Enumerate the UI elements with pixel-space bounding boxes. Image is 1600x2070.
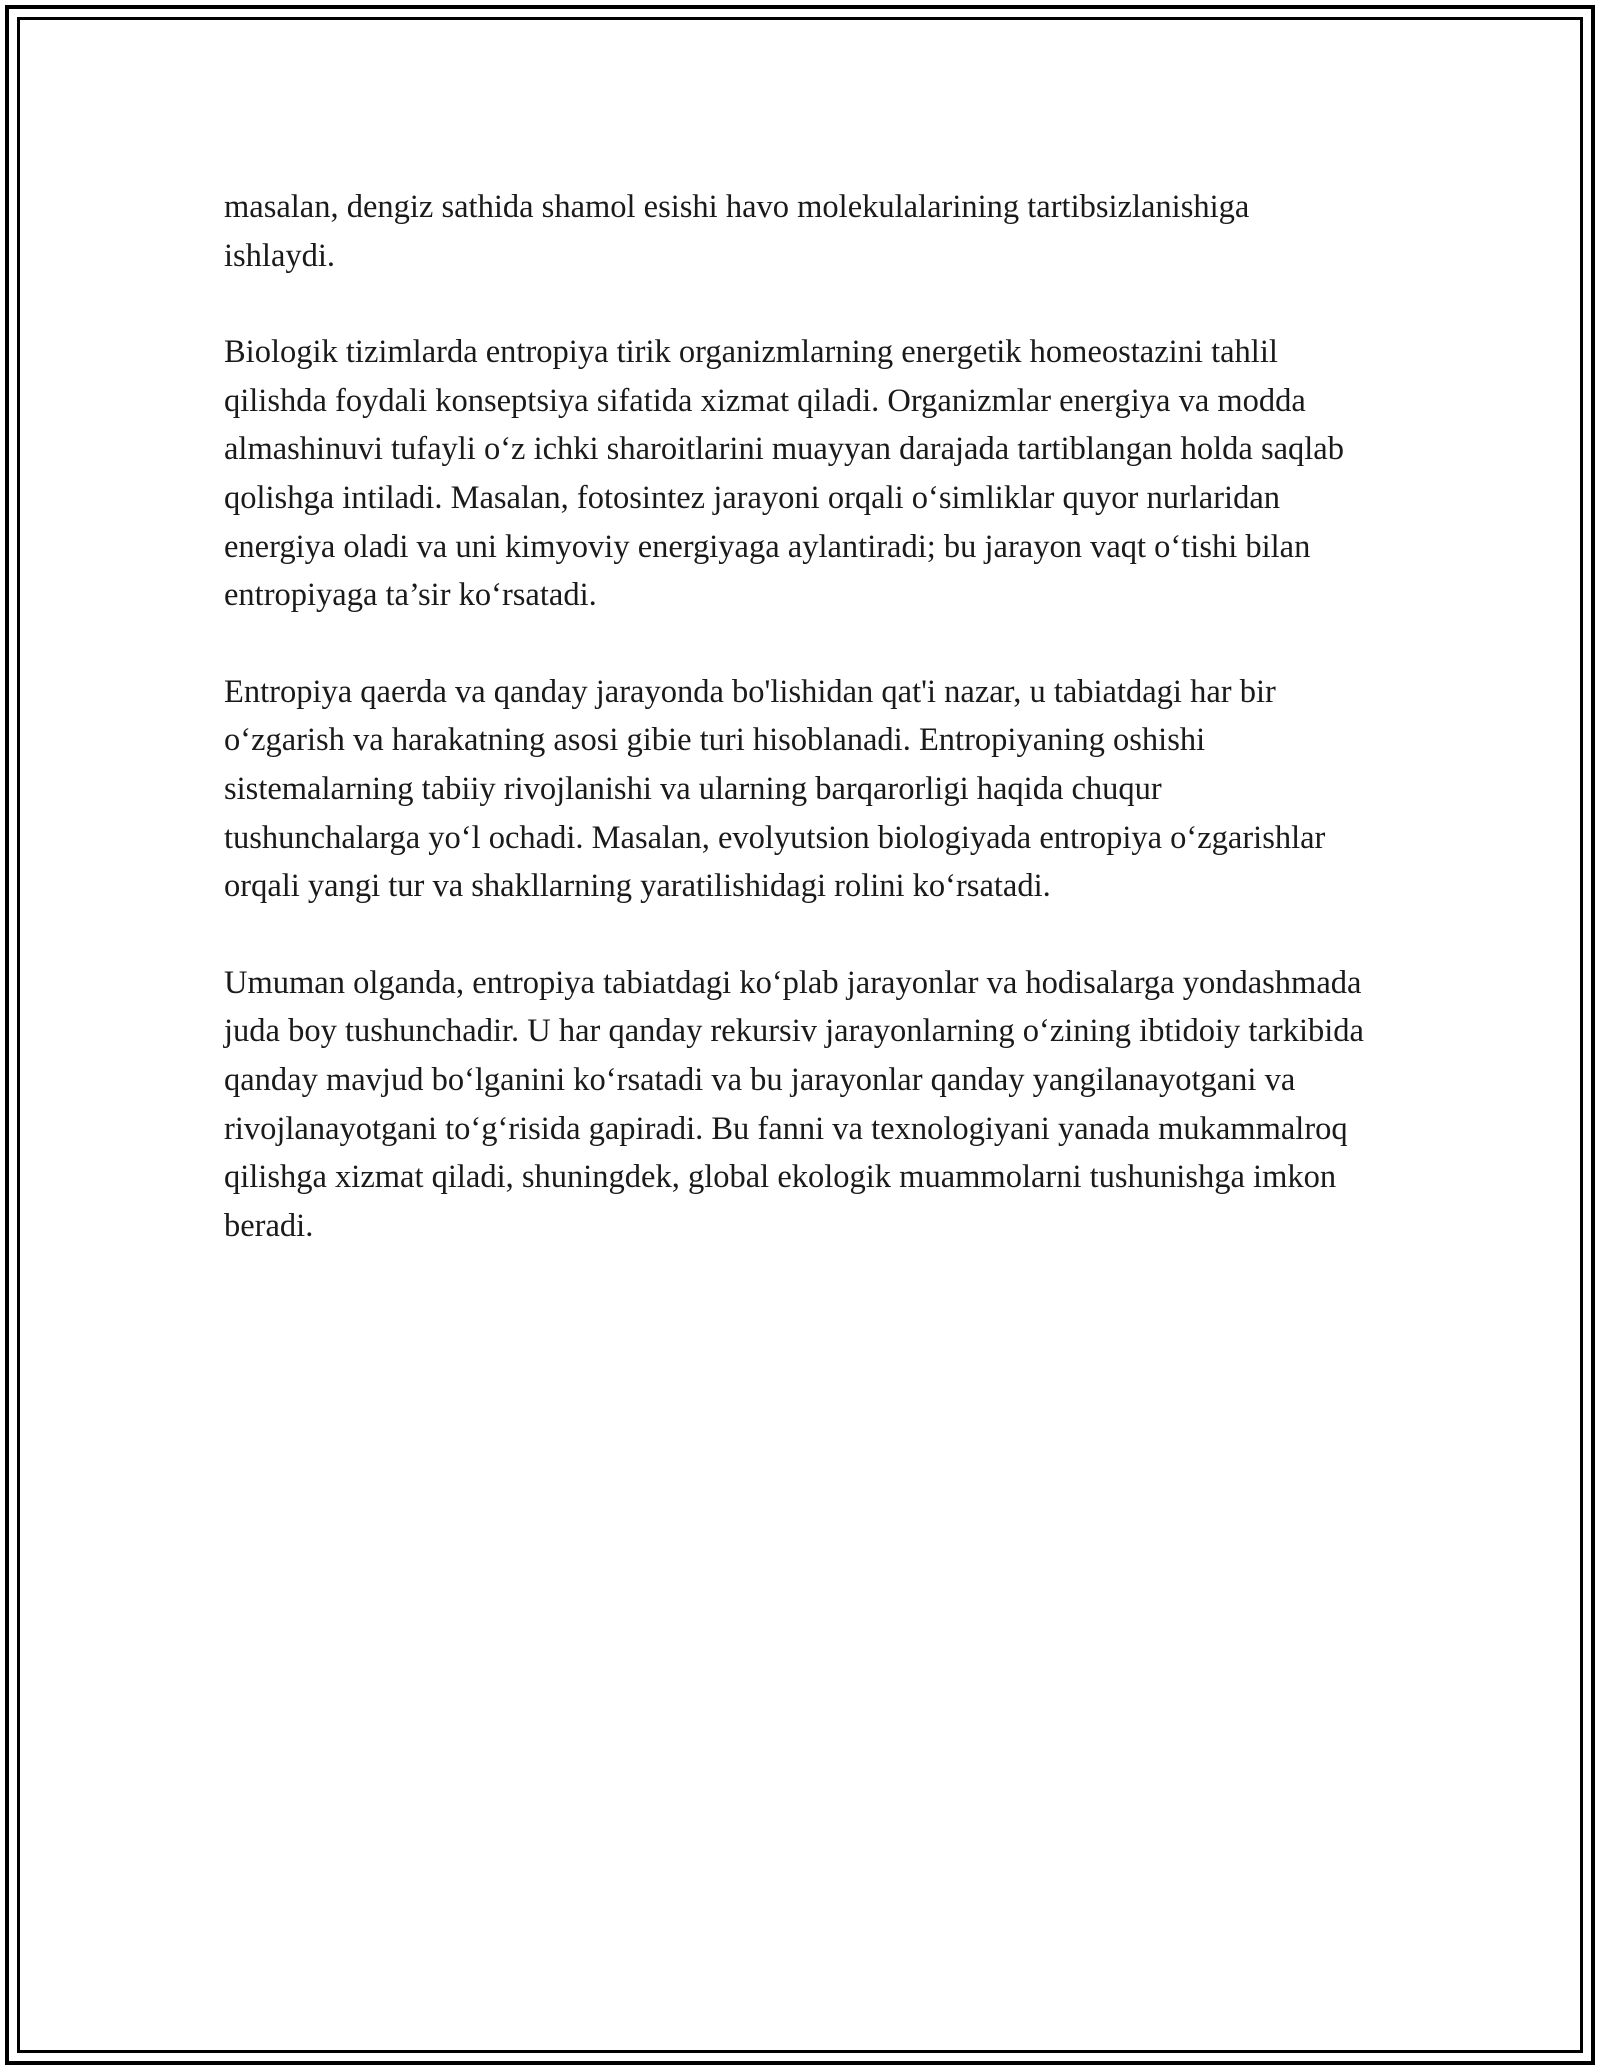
- paragraph-3: Entropiya qaerda va qanday jarayonda bo'lishidan qat'i nazar, u tabiatdagi har bir o‘zgarish va harakatning asosi gibie turi hisoblanadi. Entropiyaning oshishi sistemalarning tabiiy rivojlanishi va ularning barqarorligi haqida chuqur tushunchalarga yo‘l ochadi. Masalan, evolyutsion biologiyada entropiya o‘zgarishlar orqali yangi tur va shakllarning yaratilishidagi rolini ko‘rsatadi.: [224, 673, 1326, 905]
- document-body: [224, 183, 1364, 1298]
- paragraph-2: Biologik tizimlarda entropiya tirik organizmlarning energetik homeostazini tahlil qilishda foydali konseptsiya sifatida xizmat qiladi. Organizmlar energiya va modda almashinuvi tufayli o‘z ichki sharoitlarini muayyan darajada tartiblangan holda saqlab qolishga intiladi. Masalan, fotosintez jarayoni orqali o‘simliklar quyor nurlaridan energiya oladi va uni kimyoviy energiyaga aylantiradi; bu jarayon vaqt o‘tishi bilan entropiyaga ta’sir ko‘rsatadi.: [224, 334, 1344, 614]
- paragraph-4: Umuman olganda, entropiya tabiatdagi ko‘plab jarayonlar va hodisalarga yondashmada juda boy tushunchadir. U har qanday rekursiv jarayonlarning o‘zining ibtidoiy tarkibida qanday mavjud bo‘lganini ko‘rsatadi va bu jarayonlar qanday yangilanayotgani va rivojlanayotgani to‘g‘risida gapiradi. Bu fanni va texnologiyani yanada mukammalroq qilishga xizmat qiladi, shuningdek, global ekologik muammolarni tushunishga imkon beradi.: [224, 964, 1364, 1244]
- paragraph-1: masalan, dengiz sathida shamol esishi havo molekulalarining tartibsizlanishiga ishlaydi.: [224, 189, 1250, 274]
